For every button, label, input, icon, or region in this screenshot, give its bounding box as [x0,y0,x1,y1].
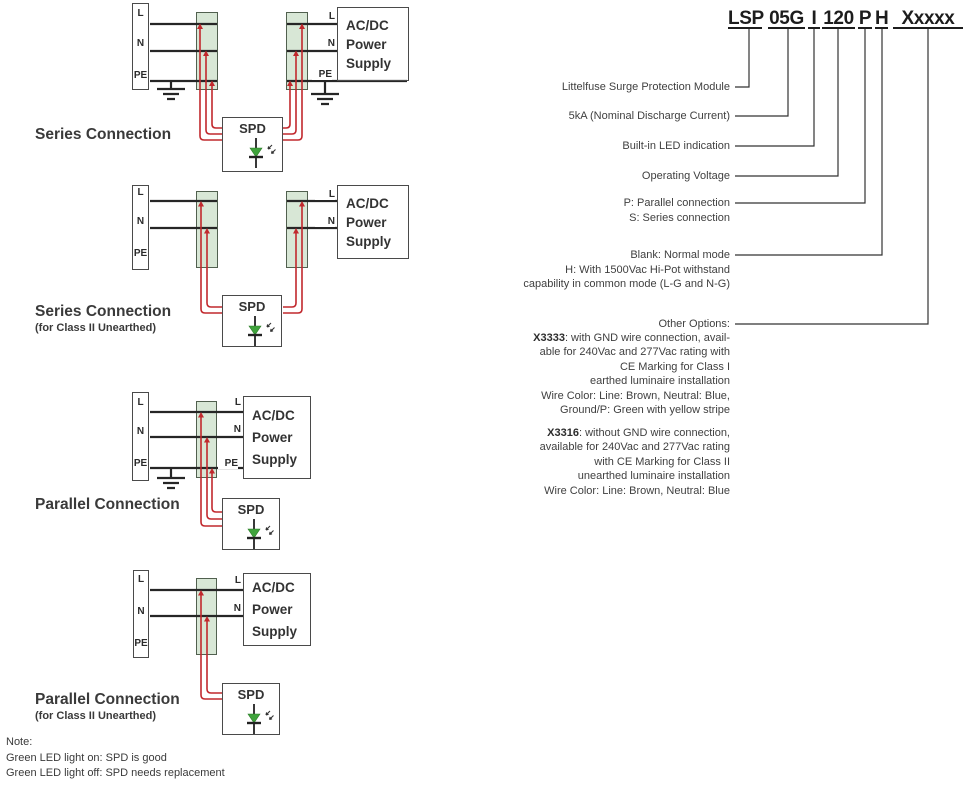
psu-terminal-label: PE [218,459,238,469]
terminal-label: PE [133,248,148,259]
callout-leader-lines [735,29,928,324]
psu-terminal-label: L [315,190,335,200]
callout-line: P: Parallel connection [623,197,730,209]
part-number-segment: I [811,8,817,29]
psu-line: Power [346,214,387,230]
psu-line: Supply [346,55,392,71]
psu-line: Power [252,602,293,617]
option-code: X3316 [547,427,579,439]
spd-label: SPD [237,502,265,517]
led-icon [245,519,275,550]
note-line: Green LED light on: SPD is good [6,751,167,764]
terminal-label: PE [133,458,148,469]
callout-led: Built-in LED indication [622,140,730,152]
diagram-title: Parallel Connection [35,691,180,708]
part-number-segment: H [875,8,889,29]
acdc-power-supply-box [337,185,409,259]
terminal-label: L [137,397,144,408]
psu-line: Power [346,36,387,52]
callout-line: with CE Marking for Class II [594,455,730,468]
callout-module: Littelfuse Surge Protection Module [561,81,730,93]
terminal-label: PE [134,638,148,649]
spd-label: SPD [239,121,266,136]
psu-terminal-label: L [315,12,335,22]
callout-line: Ground/P: Green with yellow stripe [560,404,730,417]
ground-icon [157,81,185,99]
ground-icon [311,81,339,104]
callout-voltage: Operating Voltage [641,170,730,182]
terminal-label: L [137,187,144,198]
terminal-label: N [136,38,145,49]
psu-line: AC/DC [346,17,389,33]
callout-line: earthed luminaire installation [589,375,730,388]
acdc-power-supply-box [243,573,311,646]
psu-terminal-label: N [221,425,241,435]
psu-terminal-label: PE [312,70,332,80]
option-text: : without GND wire connection, [578,427,730,439]
part-number-segment: P [858,8,872,29]
note-title: Note: [6,736,33,748]
ground-icon [157,468,185,488]
terminal-label: PE [133,70,148,81]
spd-box [222,683,280,735]
psu-terminal-label: N [315,39,335,49]
psu-line: AC/DC [252,408,295,423]
psu-terminal-label: L [221,576,241,586]
terminal-label: L [137,574,145,585]
spd-label: SPD [237,687,265,702]
diagram-subtitle: (for Class II Unearthed) [35,322,157,334]
psu-line: Power [252,430,293,445]
psu-line: AC/DC [252,580,295,595]
option-code: X3333 [533,332,565,344]
callout-line: able for 240Vac and 277Vac rating with [539,346,730,359]
acdc-power-supply-box [337,7,409,81]
acdc-power-supply-box [243,396,311,479]
spd-box [222,295,282,347]
psu-line: AC/DC [346,195,389,211]
part-number-segment: Xxxxx [901,8,955,29]
callout-line: unearthed luminaire installation [577,470,730,483]
terminal-label: L [137,8,144,19]
callout-line: H: With 1500Vac Hi-Pot withstand [565,263,730,276]
callout-other-options-title: Other Options: [658,318,730,330]
psu-terminal-label: N [221,604,241,614]
led-icon [245,704,275,735]
callout-line: available for 240Vac and 277Vac rating [539,441,730,454]
spd-box [222,117,283,172]
callout-line: capability in common mode (L-G and N-G) [523,278,730,290]
terminal-label: N [136,426,145,437]
spd-box [222,498,280,550]
diagram-subtitle: (for Class II Unearthed) [35,710,157,722]
callout-line: CE Marking for Class I [619,360,730,373]
terminal-label: N [137,606,145,617]
callout-line: Wire Color: Line: Brown, Neutral: Blue, [541,389,730,402]
led-icon [246,316,276,347]
psu-terminal-label: N [315,217,335,227]
part-number-segment: 05G [769,8,804,29]
callout-line: Blank: Normal mode [630,249,730,261]
terminal-label: N [136,216,145,227]
psu-line: Supply [252,452,298,467]
spd-label: SPD [238,299,266,314]
note-line: Green LED light off: SPD needs replacement [6,767,225,779]
part-number-segment: 120 [823,8,854,29]
callout-line: Wire Color: Line: Brown, Neutral: Blue [544,484,730,497]
diagram-title: Series Connection [35,303,172,320]
callout-line: S: Series connection [629,211,730,224]
diagram-title: Series Connection [35,126,172,143]
option-text: : with GND wire connection, avail- [564,332,730,344]
psu-line: Supply [252,624,298,639]
psu-terminal-label: L [221,398,241,408]
led-icon [247,138,277,169]
diagram-title: Parallel Connection [35,496,180,513]
callout-discharge: 5kA (Nominal Discharge Current) [568,110,730,122]
part-number-segment: LSP [728,8,764,29]
psu-line: Supply [346,233,392,249]
